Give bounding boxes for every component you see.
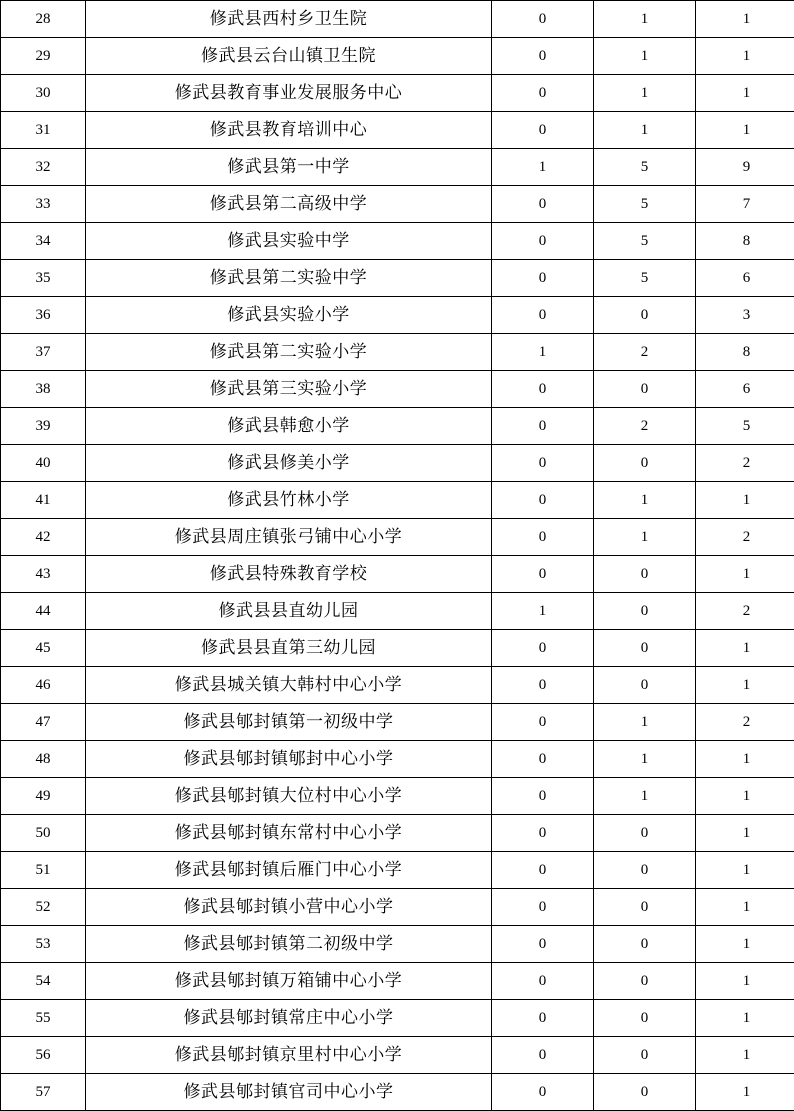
table-row (1, 112, 794, 149)
value-b-cell: 0 (594, 630, 696, 667)
value-c-cell: 1 (696, 852, 794, 889)
table-row (1, 186, 794, 223)
unit-name-cell: 修武县实验小学 (86, 297, 492, 334)
value-b-cell: 1 (594, 1, 696, 38)
unit-name-cell: 修武县郇封镇官司中心小学 (86, 1074, 492, 1111)
row-number-cell: 36 (1, 297, 86, 334)
value-a-cell: 0 (492, 408, 594, 445)
unit-name-cell: 修武县教育培训中心 (86, 112, 492, 149)
value-a-cell: 0 (492, 1, 594, 38)
row-number-cell: 38 (1, 371, 86, 408)
value-a-cell: 0 (492, 963, 594, 1000)
unit-name-cell: 修武县郇封镇第二初级中学 (86, 926, 492, 963)
table-row (1, 149, 794, 186)
value-b-cell: 5 (594, 260, 696, 297)
value-c-cell: 1 (696, 926, 794, 963)
value-c-cell: 2 (696, 704, 794, 741)
value-c-cell: 1 (696, 1000, 794, 1037)
value-b-cell: 1 (594, 778, 696, 815)
unit-name-cell: 修武县第二实验中学 (86, 260, 492, 297)
value-a-cell: 0 (492, 297, 594, 334)
value-c-cell: 1 (696, 1037, 794, 1074)
row-number-cell: 55 (1, 1000, 86, 1037)
value-c-cell: 1 (696, 38, 794, 75)
table-row (1, 445, 794, 482)
value-a-cell: 0 (492, 1037, 594, 1074)
value-b-cell: 1 (594, 741, 696, 778)
value-a-cell: 0 (492, 38, 594, 75)
table-row (1, 1000, 794, 1037)
value-c-cell: 1 (696, 1, 794, 38)
value-b-cell: 5 (594, 149, 696, 186)
table-row (1, 371, 794, 408)
table-row (1, 926, 794, 963)
table-row (1, 1074, 794, 1111)
unit-name-cell: 修武县特殊教育学校 (86, 556, 492, 593)
row-number-cell: 42 (1, 519, 86, 556)
row-number-cell: 44 (1, 593, 86, 630)
table-row (1, 815, 794, 852)
unit-name-cell: 修武县郇封镇第一初级中学 (86, 704, 492, 741)
value-c-cell: 3 (696, 297, 794, 334)
value-c-cell: 1 (696, 741, 794, 778)
table-row (1, 630, 794, 667)
row-number-cell: 39 (1, 408, 86, 445)
value-b-cell: 0 (594, 445, 696, 482)
row-number-cell: 52 (1, 889, 86, 926)
value-b-cell: 1 (594, 519, 696, 556)
value-a-cell: 0 (492, 926, 594, 963)
value-c-cell: 1 (696, 815, 794, 852)
table-row (1, 75, 794, 112)
value-b-cell: 1 (594, 38, 696, 75)
value-a-cell: 0 (492, 445, 594, 482)
value-b-cell: 0 (594, 963, 696, 1000)
value-a-cell: 1 (492, 593, 594, 630)
row-number-cell: 41 (1, 482, 86, 519)
row-number-cell: 47 (1, 704, 86, 741)
row-number-cell: 37 (1, 334, 86, 371)
unit-name-cell: 修武县郇封镇万箱铺中心小学 (86, 963, 492, 1000)
unit-name-cell: 修武县郇封镇郇封中心小学 (86, 741, 492, 778)
value-c-cell: 1 (696, 112, 794, 149)
row-number-cell: 29 (1, 38, 86, 75)
table-row (1, 741, 794, 778)
row-number-cell: 40 (1, 445, 86, 482)
value-c-cell: 7 (696, 186, 794, 223)
value-c-cell: 6 (696, 260, 794, 297)
value-c-cell: 8 (696, 223, 794, 260)
row-number-cell: 31 (1, 112, 86, 149)
value-a-cell: 1 (492, 334, 594, 371)
value-a-cell: 0 (492, 519, 594, 556)
value-b-cell: 0 (594, 1000, 696, 1037)
unit-name-cell: 修武县县直第三幼儿园 (86, 630, 492, 667)
row-number-cell: 56 (1, 1037, 86, 1074)
value-c-cell: 1 (696, 630, 794, 667)
value-b-cell: 0 (594, 556, 696, 593)
value-a-cell: 0 (492, 667, 594, 704)
value-b-cell: 0 (594, 297, 696, 334)
unit-name-cell: 修武县第二实验小学 (86, 334, 492, 371)
table-row (1, 778, 794, 815)
value-c-cell: 1 (696, 889, 794, 926)
value-a-cell: 0 (492, 889, 594, 926)
table-row (1, 260, 794, 297)
value-b-cell: 1 (594, 704, 696, 741)
table-body (1, 1, 794, 1111)
unit-name-cell: 修武县城关镇大韩村中心小学 (86, 667, 492, 704)
table-row (1, 1, 794, 38)
value-b-cell: 0 (594, 593, 696, 630)
row-number-cell: 33 (1, 186, 86, 223)
table-row (1, 593, 794, 630)
unit-name-cell: 修武县郇封镇小营中心小学 (86, 889, 492, 926)
value-a-cell: 0 (492, 223, 594, 260)
value-b-cell: 2 (594, 408, 696, 445)
value-c-cell: 2 (696, 519, 794, 556)
row-number-cell: 43 (1, 556, 86, 593)
table-row (1, 556, 794, 593)
unit-name-cell: 修武县云台山镇卫生院 (86, 38, 492, 75)
table-row (1, 482, 794, 519)
table-row (1, 223, 794, 260)
row-number-cell: 28 (1, 1, 86, 38)
value-a-cell: 0 (492, 815, 594, 852)
unit-name-cell: 修武县西村乡卫生院 (86, 1, 492, 38)
value-c-cell: 2 (696, 593, 794, 630)
row-number-cell: 57 (1, 1074, 86, 1111)
value-c-cell: 1 (696, 482, 794, 519)
value-b-cell: 0 (594, 1037, 696, 1074)
value-b-cell: 0 (594, 371, 696, 408)
unit-name-cell: 修武县郇封镇大位村中心小学 (86, 778, 492, 815)
unit-name-cell: 修武县县直幼儿园 (86, 593, 492, 630)
unit-name-cell: 修武县郇封镇东常村中心小学 (86, 815, 492, 852)
value-b-cell: 0 (594, 667, 696, 704)
row-number-cell: 49 (1, 778, 86, 815)
row-number-cell: 54 (1, 963, 86, 1000)
value-a-cell: 0 (492, 371, 594, 408)
table-row (1, 297, 794, 334)
table-row (1, 408, 794, 445)
value-b-cell: 0 (594, 852, 696, 889)
value-c-cell: 1 (696, 1074, 794, 1111)
value-a-cell: 0 (492, 112, 594, 149)
value-a-cell: 0 (492, 260, 594, 297)
unit-name-cell: 修武县周庄镇张弓铺中心小学 (86, 519, 492, 556)
row-number-cell: 53 (1, 926, 86, 963)
table-row (1, 334, 794, 371)
unit-name-cell: 修武县实验中学 (86, 223, 492, 260)
table-row (1, 963, 794, 1000)
row-number-cell: 48 (1, 741, 86, 778)
row-number-cell: 30 (1, 75, 86, 112)
table-row (1, 1037, 794, 1074)
unit-name-cell: 修武县第三实验小学 (86, 371, 492, 408)
value-b-cell: 5 (594, 186, 696, 223)
value-c-cell: 5 (696, 408, 794, 445)
row-number-cell: 35 (1, 260, 86, 297)
table-row (1, 889, 794, 926)
value-a-cell: 0 (492, 1000, 594, 1037)
value-c-cell: 8 (696, 334, 794, 371)
table-row (1, 38, 794, 75)
row-number-cell: 46 (1, 667, 86, 704)
value-b-cell: 2 (594, 334, 696, 371)
unit-name-cell: 修武县郇封镇京里村中心小学 (86, 1037, 492, 1074)
value-b-cell: 0 (594, 1074, 696, 1111)
value-b-cell: 0 (594, 815, 696, 852)
unit-name-cell: 修武县郇封镇后雁门中心小学 (86, 852, 492, 889)
value-a-cell: 1 (492, 149, 594, 186)
value-b-cell: 0 (594, 889, 696, 926)
value-c-cell: 1 (696, 963, 794, 1000)
value-c-cell: 1 (696, 75, 794, 112)
value-b-cell: 1 (594, 482, 696, 519)
row-number-cell: 45 (1, 630, 86, 667)
unit-name-cell: 修武县韩愈小学 (86, 408, 492, 445)
value-a-cell: 0 (492, 75, 594, 112)
unit-name-cell: 修武县竹林小学 (86, 482, 492, 519)
table-row (1, 667, 794, 704)
table-row (1, 852, 794, 889)
value-a-cell: 0 (492, 1074, 594, 1111)
row-number-cell: 32 (1, 149, 86, 186)
value-b-cell: 1 (594, 75, 696, 112)
unit-name-cell: 修武县第二高级中学 (86, 186, 492, 223)
value-a-cell: 0 (492, 630, 594, 667)
table-row (1, 519, 794, 556)
unit-name-cell: 修武县修美小学 (86, 445, 492, 482)
row-number-cell: 51 (1, 852, 86, 889)
unit-name-cell: 修武县教育事业发展服务中心 (86, 75, 492, 112)
unit-name-cell: 修武县郇封镇常庄中心小学 (86, 1000, 492, 1037)
value-b-cell: 0 (594, 926, 696, 963)
value-a-cell: 0 (492, 186, 594, 223)
value-c-cell: 2 (696, 445, 794, 482)
value-b-cell: 5 (594, 223, 696, 260)
value-c-cell: 6 (696, 371, 794, 408)
row-number-cell: 50 (1, 815, 86, 852)
value-b-cell: 1 (594, 112, 696, 149)
value-a-cell: 0 (492, 741, 594, 778)
value-c-cell: 9 (696, 149, 794, 186)
unit-name-cell: 修武县第一中学 (86, 149, 492, 186)
value-c-cell: 1 (696, 667, 794, 704)
value-a-cell: 0 (492, 704, 594, 741)
value-c-cell: 1 (696, 778, 794, 815)
value-c-cell: 1 (696, 556, 794, 593)
value-a-cell: 0 (492, 852, 594, 889)
table-row (1, 704, 794, 741)
value-a-cell: 0 (492, 556, 594, 593)
value-a-cell: 0 (492, 778, 594, 815)
value-a-cell: 0 (492, 482, 594, 519)
row-number-cell: 34 (1, 223, 86, 260)
